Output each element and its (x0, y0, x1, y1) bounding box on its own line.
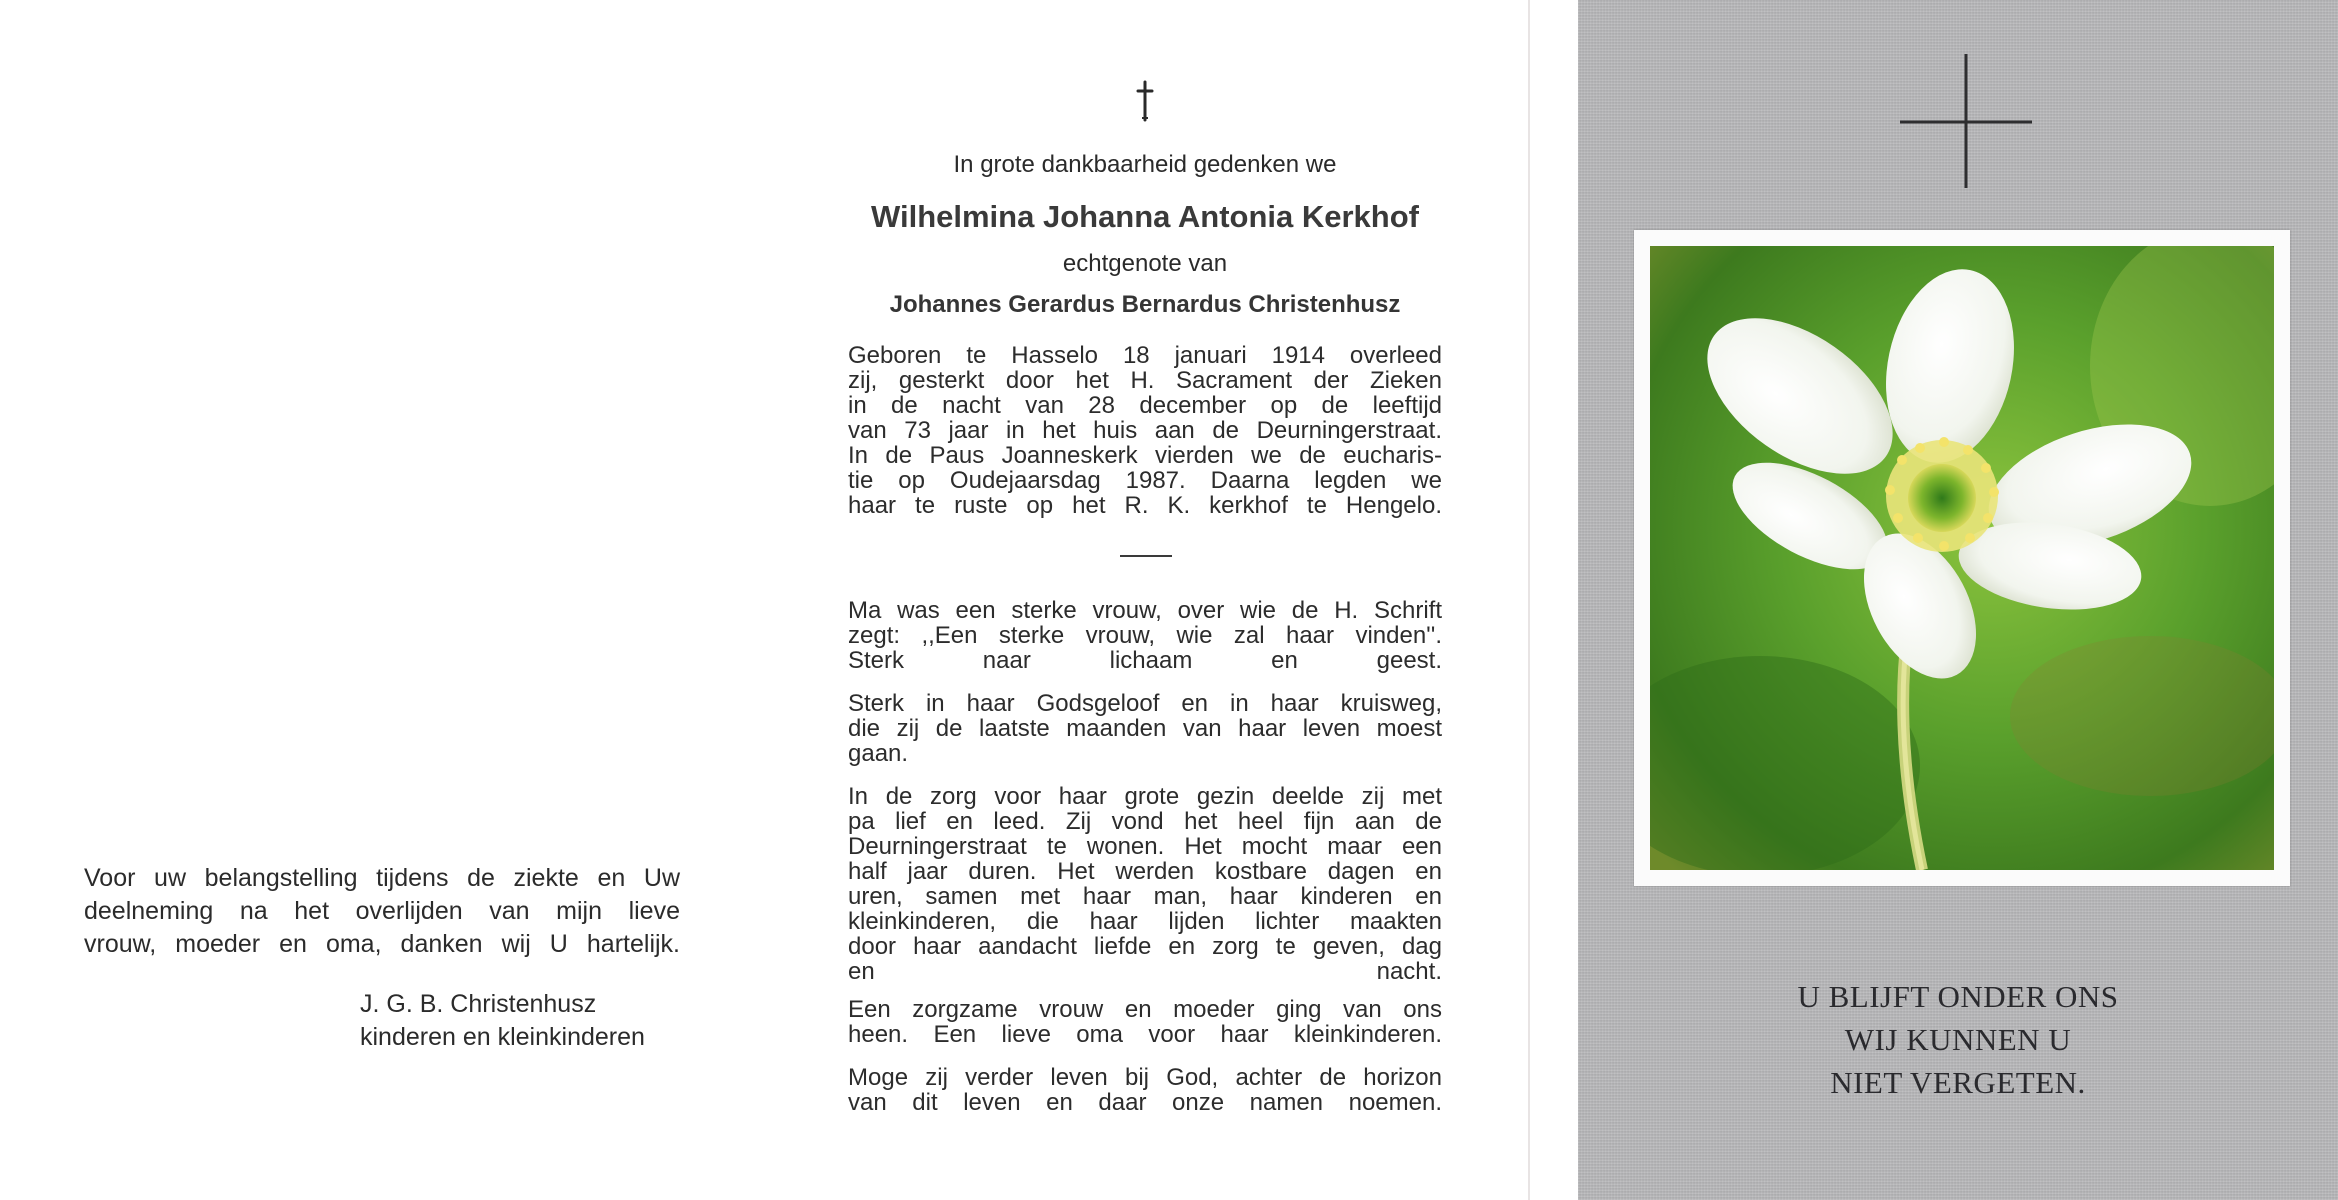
text-line: en nacht. (848, 958, 1442, 985)
text-line: zij, gesterkt door het H. Sacrament der Zieken (848, 367, 1442, 394)
text-line: door haar aandacht liefde en zorg te geven, dag (848, 933, 1442, 960)
text-line: van dit leven en daar onze namen noemen. (848, 1089, 1442, 1116)
relation-line: echtgenote van (1062, 250, 1228, 277)
front-card (1578, 0, 2338, 1200)
biography-paragraph (848, 343, 1442, 518)
memorial-verse (1578, 975, 2338, 1104)
text-line: Ma was een sterke vrouw, over wie de H. Schrift (848, 597, 1442, 624)
text-line: Moge zij verder leven bij God, achter de horizon (848, 1064, 1442, 1091)
text-line: Een zorgzame vrouw en moeder ging van ons (848, 996, 1442, 1023)
signature (360, 988, 690, 1054)
paragraph (848, 1065, 1442, 1115)
photo-frame (1634, 230, 2290, 886)
text-line: tie op Oudejaarsdag 1987. Daarna legden we (848, 467, 1442, 494)
text-line: zegt: ,,Een sterke vrouw, wie zal haar vinden''. (848, 622, 1442, 649)
thank-you-line: deelneming na het overlijden van mijn lieve (84, 897, 680, 925)
text-line: die zij de laatste maanden van haar leven moest (848, 715, 1442, 742)
text-line: gaan. (848, 740, 909, 767)
text-line: Geboren te Hasselo 18 januari 1914 overleed (848, 342, 1442, 369)
paragraph (848, 691, 1442, 766)
text-line: Sterk naar lichaam en geest. (848, 647, 1442, 674)
text-line: heen. Een lieve oma voor haar kleinkinderen. (848, 1021, 1442, 1048)
thank-you-text (84, 862, 680, 961)
text-line: van 73 jaar in het huis aan de Deurningerstraat. (848, 417, 1442, 444)
thank-you-line: vrouw, moeder en oma, danken wij U hartelijk. (84, 930, 680, 958)
intro-line: In grote dankbaarheid gedenken we (953, 151, 1337, 178)
verse-line: U BLIJFT ONDER ONS (1797, 979, 2119, 1014)
verse-line: NIET VERGETEN. (1830, 1065, 2086, 1100)
deceased-name: Wilhelmina Johanna Antonia Kerkhof (870, 199, 1419, 234)
signature-line: J. G. B. Christenhusz (360, 990, 597, 1018)
thank-you-line: Voor uw belangstelling tijdens de ziekte en Uw (84, 864, 680, 892)
text-line: Deurningerstraat te wonen. Het mocht maar een (848, 833, 1442, 860)
spouse-name: Johannes Gerardus Bernardus Christenhusz (889, 291, 1401, 318)
paragraph (848, 784, 1442, 984)
paragraph (848, 997, 1442, 1047)
divider (1120, 555, 1172, 557)
text-line: haar te ruste op het R. K. kerkhof te Hengelo. (848, 492, 1442, 519)
thank-you-note (84, 862, 680, 1051)
text-line: In de Paus Joanneskerk vierden we de eucharis- (848, 442, 1442, 469)
fold-line (1528, 0, 1530, 1200)
text-line: pa lief en leed. Zij vond het heel fijn aan de (848, 808, 1442, 835)
signature-line: kinderen en kleinkinderen (360, 1023, 645, 1051)
text-line: half jaar duren. Het werden kostbare dagen en (848, 858, 1442, 885)
flower-photo (1650, 246, 2274, 870)
cross-icon (1900, 54, 2032, 188)
text-line: kleinkinderen, die haar lijden lichter maakten (848, 908, 1442, 935)
text-line: In de zorg voor haar grote gezin deelde zij met (848, 783, 1442, 810)
text-line: in de nacht van 28 december op de leeftijd (848, 392, 1442, 419)
text-line: Sterk in haar Godsgeloof en in haar kruisweg, (848, 690, 1442, 717)
verse-line: WIJ KUNNEN U (1844, 1022, 2072, 1057)
paragraph (848, 598, 1442, 673)
text-line: uren, samen met haar man, haar kinderen en (848, 883, 1442, 910)
cross-icon (1134, 80, 1156, 122)
